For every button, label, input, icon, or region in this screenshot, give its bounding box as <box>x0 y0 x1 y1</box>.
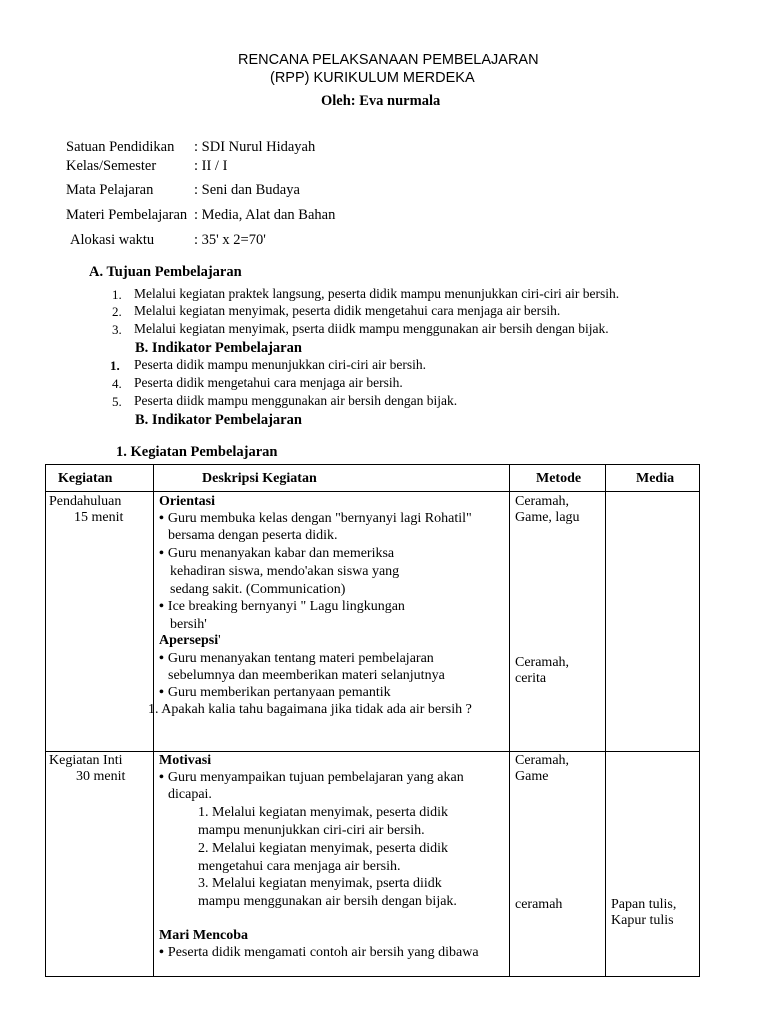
objective-item: 2. Melalui kegiatan menyimak, peserta didik <box>198 841 448 856</box>
table-divider <box>46 751 699 752</box>
bullet-continuation: bersih' <box>170 617 207 632</box>
list-number: 1. <box>110 358 120 373</box>
bullet-item <box>159 598 405 616</box>
section-a-heading: A. Tujuan Pembelajaran <box>89 264 242 280</box>
list-item: Peserta diidk mampu menggunakan air bersih dengan bijak. <box>134 393 458 408</box>
list-number: 5. <box>112 394 122 409</box>
header-kegiatan: Kegiatan <box>58 471 113 486</box>
bullet-item <box>159 944 479 962</box>
doc-title-line1: RENCANA PELAKSANAAN PEMBELAJARAN <box>238 52 539 68</box>
identity-value: : Media, Alat dan Bahan <box>194 207 336 223</box>
identity-label: Mata Pelajaran <box>66 182 154 198</box>
header-media: Media <box>636 471 675 486</box>
table-divider <box>605 465 606 976</box>
list-item: Peserta didik mampu menunjukkan ciri-ciri air bersih. <box>134 357 427 372</box>
bullet-text: Guru menanyakan kabar dan memeriksa <box>167 546 395 561</box>
identity-label: Kelas/Semester <box>66 158 157 174</box>
bullet-continuation: bersama dengan peserta didik. <box>168 528 338 543</box>
list-number: 1. <box>112 287 122 302</box>
bullet-continuation: kehadiran siswa, mendo'akan siswa yang <box>170 564 400 579</box>
bullet-item <box>159 684 391 702</box>
media-text: Papan tulis, <box>611 897 677 912</box>
metode-text: Game, lagu <box>515 510 580 525</box>
table-divider <box>153 465 154 976</box>
bullet-continuation: sebelumnya dan meemberikan materi selanjutnya <box>168 668 445 683</box>
bullet-text: Guru menyampaikan tujuan pembelajaran yang akan <box>167 770 464 785</box>
sub-heading-apersepsi: Apersepsi <box>159 633 219 648</box>
identity-value: : 35' x 2=70' <box>194 232 266 248</box>
objective-item: mampu menunjukkan ciri-ciri air bersih. <box>198 823 425 838</box>
objective-item: 3. Melalui kegiatan menyimak, pserta diidk <box>198 876 442 891</box>
objective-item: mampu menggunakan air bersih dengan bijak. <box>198 894 457 909</box>
identity-label: Materi Pembelajaran <box>66 207 188 223</box>
list-item: Melalui kegiatan menyimak, pserta diidk mampu menggunakan air bersih dengan bijak. <box>134 321 609 336</box>
header-metode: Metode <box>536 471 582 486</box>
bullet-text: Guru memberikan pertanyaan pemantik <box>167 685 391 700</box>
objective-item: 1. Melalui kegiatan menyimak, peserta didik <box>198 805 448 820</box>
metode-text: Ceramah, <box>515 655 570 670</box>
table-divider <box>509 465 510 976</box>
list-item: Melalui kegiatan menyimak, peserta didik mengetahui cara menjaga air bersih. <box>134 303 561 318</box>
identity-value: : II / I <box>194 158 228 174</box>
bullet-item <box>159 650 434 668</box>
kegiatan-name: Kegiatan Inti <box>49 753 123 768</box>
metode-text: ceramah <box>515 897 563 912</box>
sub-heading-mari-mencoba: Mari Mencoba <box>159 928 249 943</box>
list-number: 4. <box>112 376 122 391</box>
header-deskripsi: Deskripsi Kegiatan <box>202 471 317 486</box>
bullet-continuation: dicapai. <box>168 787 212 802</box>
sub-heading-apersepsi-wrap <box>159 632 221 650</box>
identity-label: Satuan Pendidikan <box>66 139 175 155</box>
metode-text: Game <box>515 769 549 784</box>
doc-author: Oleh: Eva nurmala <box>321 93 441 109</box>
bullet-item <box>159 510 472 528</box>
kegiatan-duration: 30 menit <box>76 769 126 784</box>
bullet-item <box>159 769 464 787</box>
bullet-text: Guru menanyakan tentang materi pembelajaran <box>167 651 434 666</box>
list-number: 3. <box>112 322 122 337</box>
kegiatan-name: Pendahuluan <box>49 494 122 509</box>
sub-heading-orientasi: Orientasi <box>159 494 215 509</box>
bullet-text: Ice breaking bernyanyi " Lagu lingkungan <box>167 599 405 614</box>
metode-text: Ceramah, <box>515 494 570 509</box>
sub-heading-motivasi: Motivasi <box>159 753 212 768</box>
bullet-text: Guru membuka kelas dengan "bernyanyi lagi Rohatil" <box>167 511 472 526</box>
media-text: Kapur tulis <box>611 913 674 928</box>
section-b-heading: B. Indikator Pembelajaran <box>135 340 302 356</box>
bullet-text: Peserta didik mengamati contoh air bersih yang dibawa <box>167 945 479 960</box>
doc-title-line2: (RPP) KURIKULUM MERDEKA <box>270 70 475 86</box>
objective-item: mengetahui cara menjaga air bersih. <box>198 859 401 874</box>
bullet-item <box>159 545 394 563</box>
bullet-continuation: sedang sakit. (Communication) <box>170 582 346 597</box>
apersepsi-mark: ' <box>218 633 221 648</box>
identity-label: Alokasi waktu <box>70 232 155 248</box>
metode-text: Ceramah, <box>515 753 570 768</box>
activities-table <box>45 464 700 977</box>
kegiatan-duration: 15 menit <box>74 510 124 525</box>
identity-value: : SDI Nurul Hidayah <box>194 139 316 155</box>
metode-text: cerita <box>515 671 547 686</box>
activities-heading: 1. Kegiatan Pembelajaran <box>116 444 278 460</box>
section-b-heading-repeat: B. Indikator Pembelajaran <box>135 412 302 428</box>
list-item: Melalui kegiatan praktek langsung, peserta didik mampu menunjukkan ciri-ciri air bersih. <box>134 286 620 301</box>
question-item: 1. Apakah kalia tahu bagaimana jika tidak ada air bersih ? <box>148 702 472 717</box>
table-divider <box>46 491 699 492</box>
list-number: 2. <box>112 304 122 319</box>
identity-value: : Seni dan Budaya <box>194 182 300 198</box>
list-item: Peserta didik mengetahui cara menjaga air bersih. <box>134 375 403 390</box>
